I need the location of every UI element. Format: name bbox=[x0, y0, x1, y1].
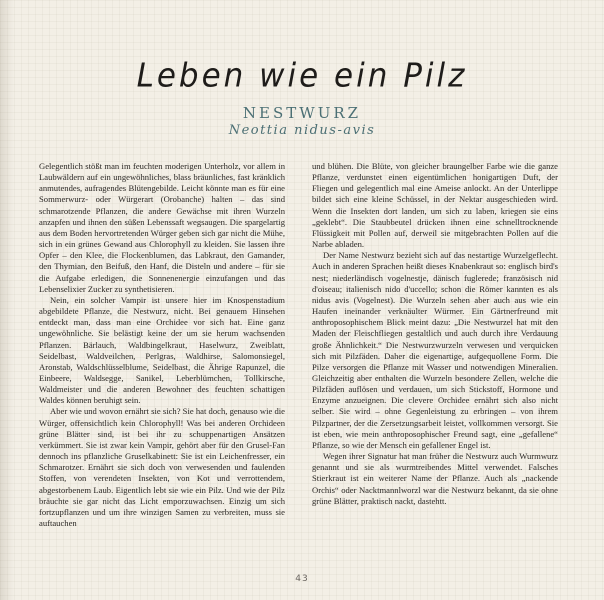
paragraph: und blühen. Die Blüte, von gleicher braungelber Farbe wie die ganze Pflanze, verdunstet einen eigentümlichen honigartigen Duft, der Fliegen und gelegentlich mal eine Ameise anlockt. An der Unterlippe bildet sich eine kleine Schüssel, in der Nektar ausgeschieden wird. Wenn die Insekten dort landen, um sich zu laben, kriegen sie eins „geklebt“. Die Staubbeutel drücken ihnen eine schnelltrocknende Flüssigkeit mit Pollen auf, derweil sie mitgebrachten Pollen auf die Narbe abladen. bbox=[312, 161, 558, 250]
paragraph: Nein, ein solcher Vampir ist unsere hier im Knospenstadium abgebildete Pflanze, die Nestwurz, nicht. Bei genauem Hinsehen entdeckt man, dass man eine Orchidee vor sich hat. Eine ganz ungewöhnliche. Sie belästigt keine der um sie herum wachsenden Pflanzen. Bärlauch, Waldbingelkraut, Haselwurz, Zweiblatt, Seidelbast, Waldveilchen, Perlgras, Waldhirse, Salomonsiegel, Aronstab, Waldschlüsselblume, Seidelbast, die Ährige Rapunzel, die Einbeere, Waldsegge, Sanikel, Leberblümchen, Tollkirsche, Waldmeister und die anderen Bewohner des feuchten schattigen Waldes können beruhigt sein. bbox=[39, 294, 285, 406]
species-name: NESTWURZ bbox=[242, 104, 362, 122]
left-text-column bbox=[39, 161, 285, 529]
paragraph: Aber wie und wovon ernährt sie sich? Sie hat doch, genauso wie die Würger, offensichtlich kein Chlorophyll! Was bei anderen Orchideen grüne Blätter sind, ist bei ihr zu schuppenartigen Ansätzen verkümmert. Sie ist zwar kein Vampir, gehört aber für den Grusel-Fan dennoch ins pflanzliche Gruselkabinett: Sie ist ein Leichenfresser, ein Schmarotzer. Ernährt sie sich doch von verwesenden und faulenden Stoffen, von verendeten Insekten, von Kot und verrottendem, abgestorbenem Laub. Eigentlich lebt sie wie ein Pilz. Und wie der Pilz bräuchte sie gar nicht das Licht emporzuwachsen. Einzig um sich fortzupflanzen und um ihre winzigen Samen zu verbreiten, muss sie auftauchen bbox=[39, 406, 285, 528]
right-text-column bbox=[312, 161, 558, 507]
latin-name: Neottia nidus-avis bbox=[228, 123, 376, 138]
paragraph: Gelegentlich stößt man im feuchten moderigen Unterholz, vor allem in Laubwäldern auf ein ungewöhnliches, blass bräunliches, fast kränklich anmutendes, aufragendes Blütengebilde. Leicht könnte man es für eine Sommerwurz- oder Würgerart (Orobanche) halten – das sind schmarotzende Pflanzen, die andere Gewächse mit ihren Wurzeln anzapfen und ihnen den süßen Lebenssaft wegsaugen. Die spargelartig aus dem Boden hervortretenden Würger geben sich gar nicht die Mühe, sich in ein grünes Gewand aus Chlorophyll zu kleiden. Sie lassen ihre Opfer – den Klee, die Flockenblumen, das Labkraut, den Gamander, den Thymian, den Beifuß, den Hanf, die Disteln und andere – für sie die Aufgabe erledigen, die Sonnenenergie einzufangen und das Lebenselixier Zucker zu synthetisieren. bbox=[39, 161, 285, 294]
chapter-title: Leben wie ein Pilz bbox=[136, 57, 468, 95]
page-number: 43 bbox=[295, 574, 309, 584]
paragraph: Wegen ihrer Signatur hat man früher die Nestwurz auch Wurmwurz genannt und sie als wurmtreibendes Mittel verwendet. Falsches Stierkraut ist ein weiterer Name der Pflanze. Auch als „nackende Orchis“ oder Nacktmannlworzl war die Nestwurz bekannt, da sie ohne grüne Blätter, praktisch nackt, dastehtt. bbox=[312, 451, 558, 506]
paragraph: Der Name Nestwurz bezieht sich auf das nestartige Wurzelgeflecht. Auch in anderen Sprachen heißt dieses Knabenkraut so: englisch bird's nest; niederländisch vogelnestje, dänisch fuglerede; französisch nid d'oiseau; italienisch nido d'uccello; schon die Römer kannten es als nidus avis (Vogelnest). Die Wurzeln sehen aber auch aus wie ein Haufen ineinander verknäulter Würmer. Ein Gärtnerfreund mit anthroposophischem Blick meint dazu: „Die Nestwurzel hat mit den Maden der Fleischfliegen gestaltlich und auch durch ihre Verdauung große Ähnlichkeit.“ Die Nestwurzwurzeln verwesen und verquicken sich mit Pilzfäden. Daher die eigenartige, aufgequollene Form. Die Pilze versorgen die Pflanze mit Wasser und notwendigen Mineralien. Gleichzeitig aber enthalten die Wurzeln besondere Zellen, welche die Pilzfäden auflösen und verdauen, um sich Stickstoff, Hormone und Enzyme anzueignen. Die clevere Orchidee ernährt sich also nicht selber. Sie wird – ohne Gegenleistung zu erbringen – von ihrem Pilzpartner, der die Zersetzungsarbeit leistet, vollkommen versorgt. Sie ist eben, wie mein anthroposophischer Freund sagt, eine „gefallene“ Pflanze, so wie der Mensch ein gefallener Engel ist. bbox=[312, 250, 558, 450]
